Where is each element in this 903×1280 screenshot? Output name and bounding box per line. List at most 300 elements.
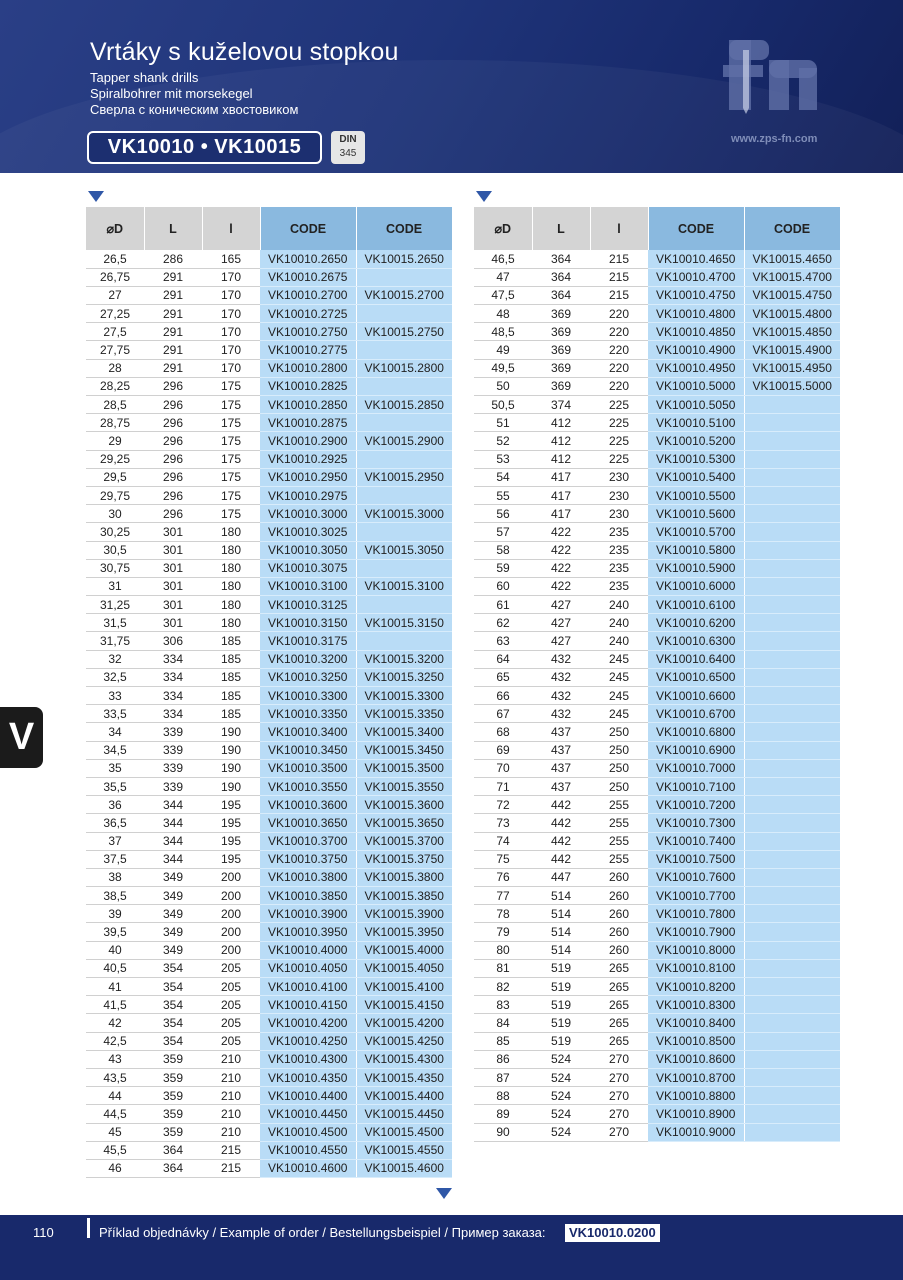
din-badge [331,131,365,164]
cell-code-vk10010: VK10010.2875 [260,414,356,432]
cell-code-vk10010: VK10010.2975 [260,486,356,504]
cell-length-total: 354 [144,996,202,1014]
cell-code-vk10010: VK10010.4000 [260,941,356,959]
cell-diameter: 31,75 [86,632,144,650]
subtitle-english: Tapper shank drills [90,70,199,85]
cell-code-vk10010: VK10010.8200 [648,978,744,996]
cell-code-vk10010: VK10010.3700 [260,832,356,850]
cell-length-total: 524 [532,1105,590,1123]
table-row [474,814,840,832]
cell-length-flute: 230 [590,486,648,504]
cell-code-vk10015: VK10015.2650 [356,250,452,268]
table-row [86,1087,452,1105]
cell-diameter: 57 [474,523,532,541]
cell-length-total: 349 [144,905,202,923]
cell-code-vk10015: VK10015.3800 [356,868,452,886]
cell-length-flute: 190 [202,777,260,795]
cell-diameter: 41 [86,978,144,996]
cell-code-vk10010: VK10010.3100 [260,577,356,595]
cell-length-total: 344 [144,832,202,850]
cell-code-vk10015 [356,414,452,432]
cell-length-flute: 185 [202,687,260,705]
cell-length-flute: 270 [590,1105,648,1123]
cell-code-vk10010: VK10010.7900 [648,923,744,941]
cell-length-total: 334 [144,687,202,705]
cell-length-total: 422 [532,559,590,577]
cell-code-vk10010: VK10010.3750 [260,850,356,868]
table-row [86,941,452,959]
cell-length-flute: 265 [590,1014,648,1032]
cell-diameter: 60 [474,577,532,595]
cell-length-flute: 195 [202,814,260,832]
cell-length-total: 301 [144,596,202,614]
table-row [474,668,840,686]
cell-code-vk10015: VK10015.4850 [744,323,840,341]
cell-code-vk10010: VK10010.5400 [648,468,744,486]
cell-code-vk10015 [356,305,452,323]
cell-length-flute: 170 [202,341,260,359]
table-row [86,632,452,650]
table-row [474,341,840,359]
cell-length-total: 291 [144,323,202,341]
cell-length-flute: 175 [202,468,260,486]
cell-code-vk10015: VK10015.4550 [356,1141,452,1159]
cell-length-total: 442 [532,814,590,832]
table-row [86,723,452,741]
cell-code-vk10015 [744,1123,840,1141]
cell-diameter: 30 [86,505,144,523]
cell-length-flute: 270 [590,1050,648,1068]
cell-length-flute: 190 [202,723,260,741]
table-continue-marker-icon [436,1188,452,1199]
cell-length-total: 369 [532,305,590,323]
cell-code-vk10015 [744,978,840,996]
cell-length-flute: 255 [590,850,648,868]
cell-length-total: 422 [532,577,590,595]
cell-length-flute: 200 [202,941,260,959]
cell-length-flute: 205 [202,1032,260,1050]
cell-code-vk10015: VK10015.4700 [744,268,840,286]
cell-length-flute: 240 [590,596,648,614]
cell-diameter: 66 [474,687,532,705]
cell-diameter: 62 [474,614,532,632]
cell-length-total: 369 [532,377,590,395]
cell-code-vk10015 [744,832,840,850]
cell-length-flute: 175 [202,450,260,468]
header-length-flute: l [202,207,260,250]
cell-code-vk10010: VK10010.3150 [260,614,356,632]
cell-code-vk10015 [744,887,840,905]
cell-code-vk10010: VK10010.8300 [648,996,744,1014]
cell-code-vk10015 [744,796,840,814]
cell-length-flute: 210 [202,1087,260,1105]
cell-diameter: 88 [474,1087,532,1105]
cell-length-flute: 225 [590,432,648,450]
cell-code-vk10015: VK10015.4000 [356,941,452,959]
cell-length-flute: 210 [202,1050,260,1068]
table-row [86,432,452,450]
cell-code-vk10015 [744,923,840,941]
cell-length-flute: 265 [590,978,648,996]
cell-code-vk10010: VK10010.5100 [648,414,744,432]
cell-length-total: 364 [532,286,590,304]
cell-code-vk10015: VK10015.4500 [356,1123,452,1141]
cell-code-vk10015: VK10015.3700 [356,832,452,850]
cell-code-vk10015: VK10015.4750 [744,286,840,304]
cell-code-vk10015: VK10015.4050 [356,959,452,977]
cell-length-flute: 190 [202,741,260,759]
cell-code-vk10010: VK10010.8600 [648,1050,744,1068]
cell-code-vk10010: VK10010.7400 [648,832,744,850]
table-row [474,305,840,323]
header-length-flute: l [590,207,648,250]
header-code-vk10010: CODE [648,207,744,250]
cell-length-flute: 215 [202,1141,260,1159]
cell-code-vk10015 [356,341,452,359]
cell-length-flute: 170 [202,359,260,377]
cell-length-total: 364 [144,1159,202,1177]
cell-code-vk10010: VK10010.3650 [260,814,356,832]
table-row [474,323,840,341]
cell-length-flute: 235 [590,559,648,577]
cell-code-vk10010: VK10010.3350 [260,705,356,723]
product-codes-badge: VK10010 • VK10015 [87,131,322,164]
cell-code-vk10015: VK10015.3850 [356,887,452,905]
cell-length-flute: 260 [590,905,648,923]
header-code-vk10015: CODE [744,207,840,250]
cell-length-total: 432 [532,668,590,686]
cell-code-vk10015: VK10015.4250 [356,1032,452,1050]
cell-length-total: 524 [532,1087,590,1105]
cell-length-flute: 215 [590,250,648,268]
cell-code-vk10010: VK10010.7100 [648,777,744,795]
cell-code-vk10015: VK10015.3550 [356,777,452,795]
cell-code-vk10015 [744,541,840,559]
cell-length-flute: 205 [202,978,260,996]
cell-code-vk10010: VK10010.3850 [260,887,356,905]
cell-diameter: 83 [474,996,532,1014]
table-row [86,505,452,523]
table-row [474,396,840,414]
cell-code-vk10010: VK10010.5900 [648,559,744,577]
cell-code-vk10010: VK10010.7200 [648,796,744,814]
table-row [474,978,840,996]
cell-length-total: 334 [144,650,202,668]
cell-code-vk10010: VK10010.2750 [260,323,356,341]
cell-diameter: 28,25 [86,377,144,395]
cell-length-flute: 180 [202,577,260,595]
cell-length-total: 519 [532,1014,590,1032]
cell-code-vk10015 [744,1050,840,1068]
cell-length-flute: 255 [590,832,648,850]
cell-diameter: 36,5 [86,814,144,832]
cell-code-vk10010: VK10010.8400 [648,1014,744,1032]
cell-code-vk10010: VK10010.2650 [260,250,356,268]
table-row [86,1159,452,1177]
cell-code-vk10010: VK10010.4850 [648,323,744,341]
table-row [86,286,452,304]
cell-length-total: 442 [532,850,590,868]
cell-length-flute: 175 [202,432,260,450]
cell-diameter: 47 [474,268,532,286]
cell-code-vk10015: VK10015.4950 [744,359,840,377]
table-row [86,359,452,377]
header-banner [0,0,903,173]
cell-diameter: 34 [86,723,144,741]
cell-length-total: 514 [532,923,590,941]
cell-code-vk10015 [744,759,840,777]
cell-code-vk10010: VK10010.7600 [648,868,744,886]
cell-diameter: 45 [86,1123,144,1141]
table-row [474,759,840,777]
table-row [86,1105,452,1123]
table-row [86,959,452,977]
table-marker-left-icon [88,191,104,202]
cell-diameter: 33 [86,687,144,705]
table-row [474,723,840,741]
cell-code-vk10010: VK10010.3025 [260,523,356,541]
cell-code-vk10015: VK10015.3400 [356,723,452,741]
table-row [474,286,840,304]
cell-code-vk10015 [744,468,840,486]
cell-length-total: 354 [144,959,202,977]
cell-length-flute: 270 [590,1087,648,1105]
cell-length-flute: 175 [202,505,260,523]
cell-diameter: 48 [474,305,532,323]
cell-diameter: 44 [86,1087,144,1105]
cell-length-total: 349 [144,923,202,941]
cell-length-flute: 225 [590,396,648,414]
section-tab[interactable]: V [0,707,43,768]
cell-code-vk10015: VK10015.5000 [744,377,840,395]
cell-length-flute: 255 [590,814,648,832]
cell-diameter: 79 [474,923,532,941]
cell-length-total: 349 [144,941,202,959]
cell-length-total: 301 [144,577,202,595]
cell-length-flute: 240 [590,632,648,650]
cell-code-vk10010: VK10010.2850 [260,396,356,414]
cell-code-vk10015: VK10015.2800 [356,359,452,377]
cell-code-vk10010: VK10010.4800 [648,305,744,323]
table-row [86,777,452,795]
cell-code-vk10010: VK10010.4250 [260,1032,356,1050]
table-row [86,614,452,632]
table-row [474,1032,840,1050]
cell-length-total: 442 [532,832,590,850]
cell-code-vk10010: VK10010.6900 [648,741,744,759]
table-row [474,996,840,1014]
cell-length-flute: 200 [202,905,260,923]
cell-diameter: 87 [474,1068,532,1086]
cell-code-vk10015: VK10015.4400 [356,1087,452,1105]
cell-code-vk10010: VK10010.4400 [260,1087,356,1105]
cell-length-total: 369 [532,359,590,377]
cell-length-flute: 220 [590,359,648,377]
cell-length-total: 344 [144,814,202,832]
table-row [86,450,452,468]
cell-code-vk10010: VK10010.4600 [260,1159,356,1177]
cell-diameter: 30,5 [86,541,144,559]
cell-code-vk10015: VK10015.2900 [356,432,452,450]
cell-diameter: 40 [86,941,144,959]
cell-length-flute: 235 [590,523,648,541]
cell-diameter: 68 [474,723,532,741]
table-row [474,614,840,632]
cell-length-total: 296 [144,486,202,504]
cell-code-vk10010: VK10010.8700 [648,1068,744,1086]
table-row [474,905,840,923]
cell-length-total: 334 [144,668,202,686]
cell-code-vk10015: VK10015.4150 [356,996,452,1014]
cell-code-vk10015: VK10015.3100 [356,577,452,595]
cell-diameter: 54 [474,468,532,486]
cell-code-vk10015 [744,850,840,868]
cell-code-vk10015 [744,632,840,650]
cell-length-flute: 205 [202,1014,260,1032]
cell-length-flute: 255 [590,796,648,814]
cell-length-flute: 220 [590,377,648,395]
cell-code-vk10015 [356,486,452,504]
cell-length-total: 514 [532,941,590,959]
cell-length-total: 339 [144,777,202,795]
table-row [474,596,840,614]
cell-length-flute: 185 [202,668,260,686]
cell-diameter: 29,25 [86,450,144,468]
cell-length-total: 437 [532,759,590,777]
cell-length-total: 427 [532,596,590,614]
cell-code-vk10015 [356,450,452,468]
cell-code-vk10010: VK10010.3250 [260,668,356,686]
cell-code-vk10015 [744,432,840,450]
table-row [86,1014,452,1032]
table-row [86,650,452,668]
cell-length-flute: 265 [590,1032,648,1050]
cell-length-flute: 175 [202,396,260,414]
cell-diameter: 63 [474,632,532,650]
cell-code-vk10015 [356,596,452,614]
cell-diameter: 72 [474,796,532,814]
cell-length-flute: 170 [202,286,260,304]
cell-code-vk10010: VK10010.3500 [260,759,356,777]
cell-diameter: 70 [474,759,532,777]
cell-code-vk10010: VK10010.5500 [648,486,744,504]
cell-diameter: 50,5 [474,396,532,414]
cell-code-vk10015 [744,523,840,541]
cell-length-flute: 270 [590,1123,648,1141]
cell-length-flute: 225 [590,414,648,432]
cell-length-total: 349 [144,887,202,905]
cell-code-vk10015 [744,505,840,523]
cell-diameter: 26,75 [86,268,144,286]
cell-code-vk10015 [744,705,840,723]
cell-code-vk10010: VK10010.2675 [260,268,356,286]
cell-code-vk10010: VK10010.4900 [648,341,744,359]
cell-code-vk10010: VK10010.7800 [648,905,744,923]
cell-length-flute: 180 [202,614,260,632]
table-row [474,505,840,523]
table-row [86,577,452,595]
cell-diameter: 90 [474,1123,532,1141]
cell-length-total: 524 [532,1050,590,1068]
cell-code-vk10015: VK10015.4600 [356,1159,452,1177]
cell-length-total: 334 [144,705,202,723]
cell-length-total: 412 [532,414,590,432]
cell-length-total: 369 [532,341,590,359]
cell-code-vk10010: VK10010.5800 [648,541,744,559]
cell-length-total: 417 [532,505,590,523]
cell-length-total: 339 [144,723,202,741]
cell-code-vk10010: VK10010.4650 [648,250,744,268]
table-row [86,1068,452,1086]
cell-diameter: 32 [86,650,144,668]
cell-length-total: 437 [532,741,590,759]
table-row [86,268,452,286]
cell-diameter: 38,5 [86,887,144,905]
cell-code-vk10015 [744,1087,840,1105]
table-row [474,1105,840,1123]
table-row [474,959,840,977]
cell-length-flute: 175 [202,414,260,432]
table-row [86,468,452,486]
cell-diameter: 69 [474,741,532,759]
cell-diameter: 28 [86,359,144,377]
cell-length-flute: 260 [590,868,648,886]
cell-diameter: 55 [474,486,532,504]
cell-diameter: 36 [86,796,144,814]
cell-length-flute: 220 [590,323,648,341]
cell-length-flute: 205 [202,959,260,977]
cell-diameter: 47,5 [474,286,532,304]
table-row [474,887,840,905]
cell-length-total: 412 [532,432,590,450]
table-row [474,1123,840,1141]
cell-diameter: 80 [474,941,532,959]
cell-length-total: 432 [532,705,590,723]
cell-code-vk10010: VK10010.5600 [648,505,744,523]
cell-code-vk10010: VK10010.5700 [648,523,744,541]
cell-code-vk10010: VK10010.3175 [260,632,356,650]
cell-code-vk10015 [744,996,840,1014]
cell-code-vk10015 [744,1105,840,1123]
table-row [86,305,452,323]
order-example-label: Příklad objednávky / Example of order / Bestellungsbeispiel / Пример заказа: [99,1225,546,1240]
cell-code-vk10015: VK10015.4200 [356,1014,452,1032]
cell-length-flute: 235 [590,577,648,595]
table-row [474,268,840,286]
cell-code-vk10015 [744,777,840,795]
table-row [474,432,840,450]
cell-length-total: 306 [144,632,202,650]
cell-length-total: 359 [144,1050,202,1068]
cell-code-vk10010: VK10010.6400 [648,650,744,668]
din-value: 345 [339,148,357,159]
table-row [86,905,452,923]
cell-diameter: 28,5 [86,396,144,414]
cell-diameter: 30,75 [86,559,144,577]
header-code-vk10010: CODE [260,207,356,250]
cell-length-total: 514 [532,905,590,923]
cell-diameter: 71 [474,777,532,795]
cell-code-vk10010: VK10010.2775 [260,341,356,359]
cell-code-vk10015 [356,559,452,577]
cell-code-vk10010: VK10010.8000 [648,941,744,959]
cell-length-total: 286 [144,250,202,268]
table-row [86,759,452,777]
cell-length-total: 354 [144,1032,202,1050]
cell-length-flute: 245 [590,668,648,686]
table-row [474,377,840,395]
table-header-row [474,207,840,250]
